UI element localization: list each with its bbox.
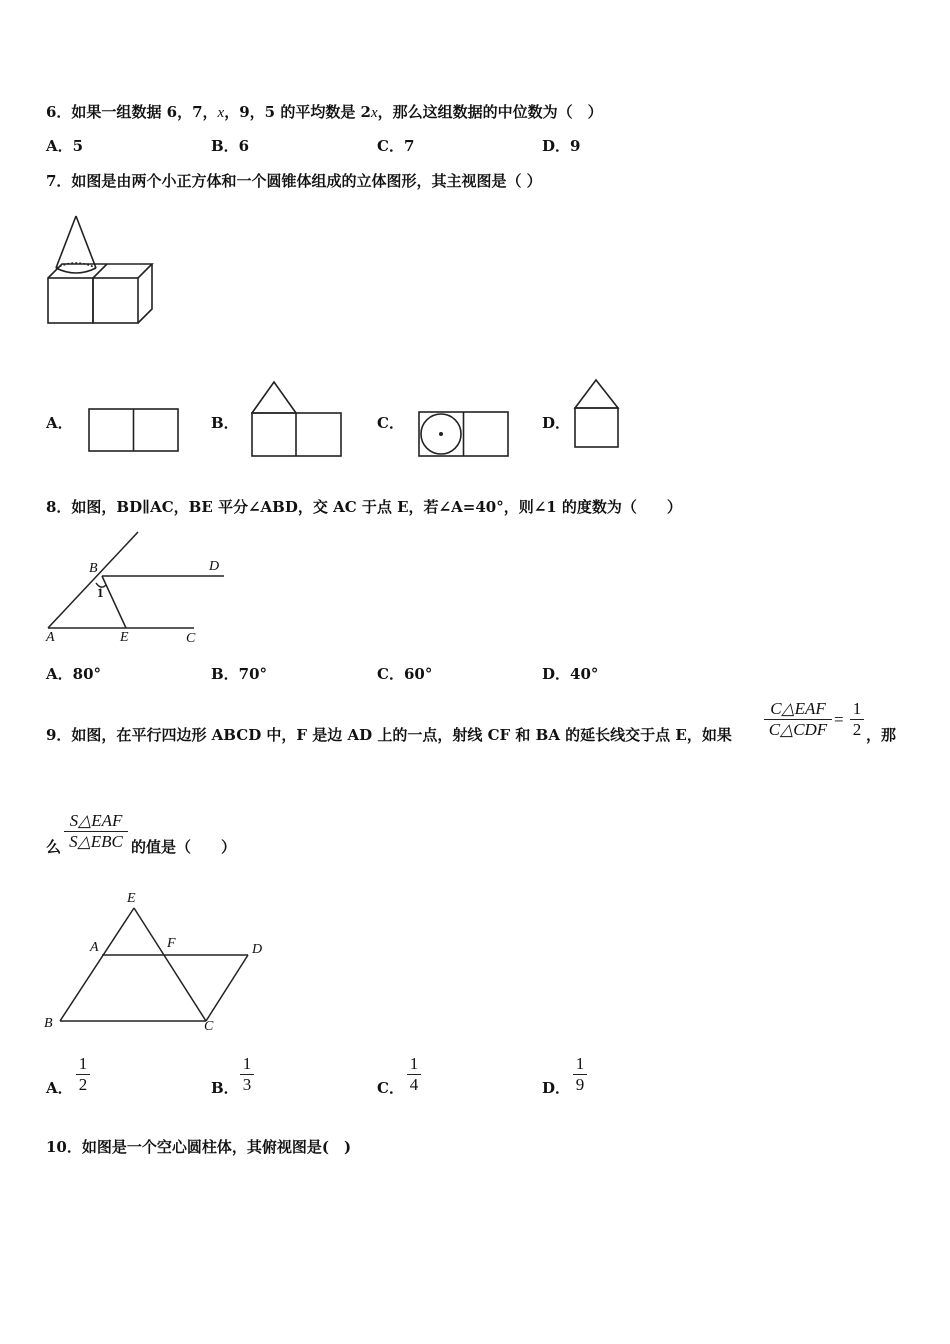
q9-figure	[44, 890, 270, 1040]
q8-option-c[interactable]: C．60°	[377, 665, 433, 683]
q6-option-c[interactable]: C．7	[377, 137, 415, 155]
q9-option-b-label[interactable]: B．	[211, 1079, 239, 1097]
q9-option-d-label[interactable]: D．	[542, 1079, 571, 1097]
q7-stem: 7．如图是由两个小正方体和一个圆锥体组成的立体图形，其主视图是（ ）	[46, 172, 542, 190]
q9-equals: =	[834, 710, 844, 729]
q9-label-c: C	[204, 1019, 214, 1034]
q8-option-b[interactable]: B．70°	[211, 665, 268, 683]
q8-label-a: A	[46, 630, 55, 645]
q8-label-e: E	[120, 630, 129, 645]
q10-stem: 10．如图是一个空心圆柱体，其俯视图是( )	[46, 1138, 352, 1156]
q9-option-d-value[interactable]: 1 9	[573, 1054, 587, 1095]
q8-stem: 8．如图，BD∥AC，BE 平分∠ABD，交 AC 于点 E，若∠A=40°，则∠1 的度数为（ ）	[46, 498, 682, 516]
q9-option-a-value[interactable]: 1 2	[76, 1054, 90, 1095]
q8-label-b: B	[89, 561, 98, 576]
q7-option-b-figure[interactable]	[251, 380, 343, 458]
q7-option-c-figure[interactable]	[418, 411, 510, 458]
q7-option-c-label[interactable]: C．	[377, 414, 404, 432]
q9-area-ratio: S△EAF S△EBC	[64, 811, 128, 852]
q9-option-b-value[interactable]: 1 3	[240, 1054, 254, 1095]
q8-option-d[interactable]: D．40°	[542, 665, 599, 683]
q8-label-d: D	[209, 559, 220, 574]
q7-option-d-figure[interactable]	[573, 378, 621, 450]
q9-label-f: F	[167, 936, 176, 951]
q8-label-angle-1: 1	[97, 585, 104, 600]
q9-stem-line2-post: 的值是（ ）	[131, 838, 237, 856]
q8-figure	[44, 530, 228, 650]
q9-stem-line1-end: ，那	[866, 726, 897, 744]
q6-option-b[interactable]: B．6	[211, 137, 250, 155]
q7-option-a-label[interactable]: A．	[46, 414, 73, 432]
q9-ratio-value: 1 2	[850, 699, 864, 740]
q9-option-c-label[interactable]: C．	[377, 1079, 404, 1097]
q9-label-a: A	[90, 940, 99, 955]
q6-option-a[interactable]: A．5	[46, 137, 84, 155]
q9-option-c-value[interactable]: 1 4	[407, 1054, 421, 1095]
q7-option-a-figure[interactable]	[88, 408, 180, 454]
q9-perimeter-ratio: C△EAF C△CDF	[764, 699, 832, 740]
q8-option-a[interactable]: A．80°	[46, 665, 102, 683]
q6-option-d[interactable]: D．9	[542, 137, 581, 155]
q9-label-d: D	[252, 942, 263, 957]
q9-label-e: E	[127, 891, 136, 906]
q7-option-b-label[interactable]: B．	[211, 414, 239, 432]
q9-stem-line2-pre: 么	[46, 838, 62, 856]
q7-option-d-label[interactable]: D．	[542, 414, 571, 432]
q8-label-c: C	[186, 631, 196, 646]
q9-stem-line1: 9．如图，在平行四边形 ABCD 中，F 是边 AD 上的一点，射线 CF 和 BA 的延长线交于点 E，如果	[46, 726, 732, 744]
q6-stem: 6．如果一组数据 6，7，x，9，5 的平均数是 2x，那么这组数据的中位数为（ ）	[46, 103, 603, 121]
q9-option-a-label[interactable]: A．	[46, 1079, 73, 1097]
q9-label-b: B	[44, 1016, 53, 1031]
q7-solid-figure	[44, 212, 156, 328]
